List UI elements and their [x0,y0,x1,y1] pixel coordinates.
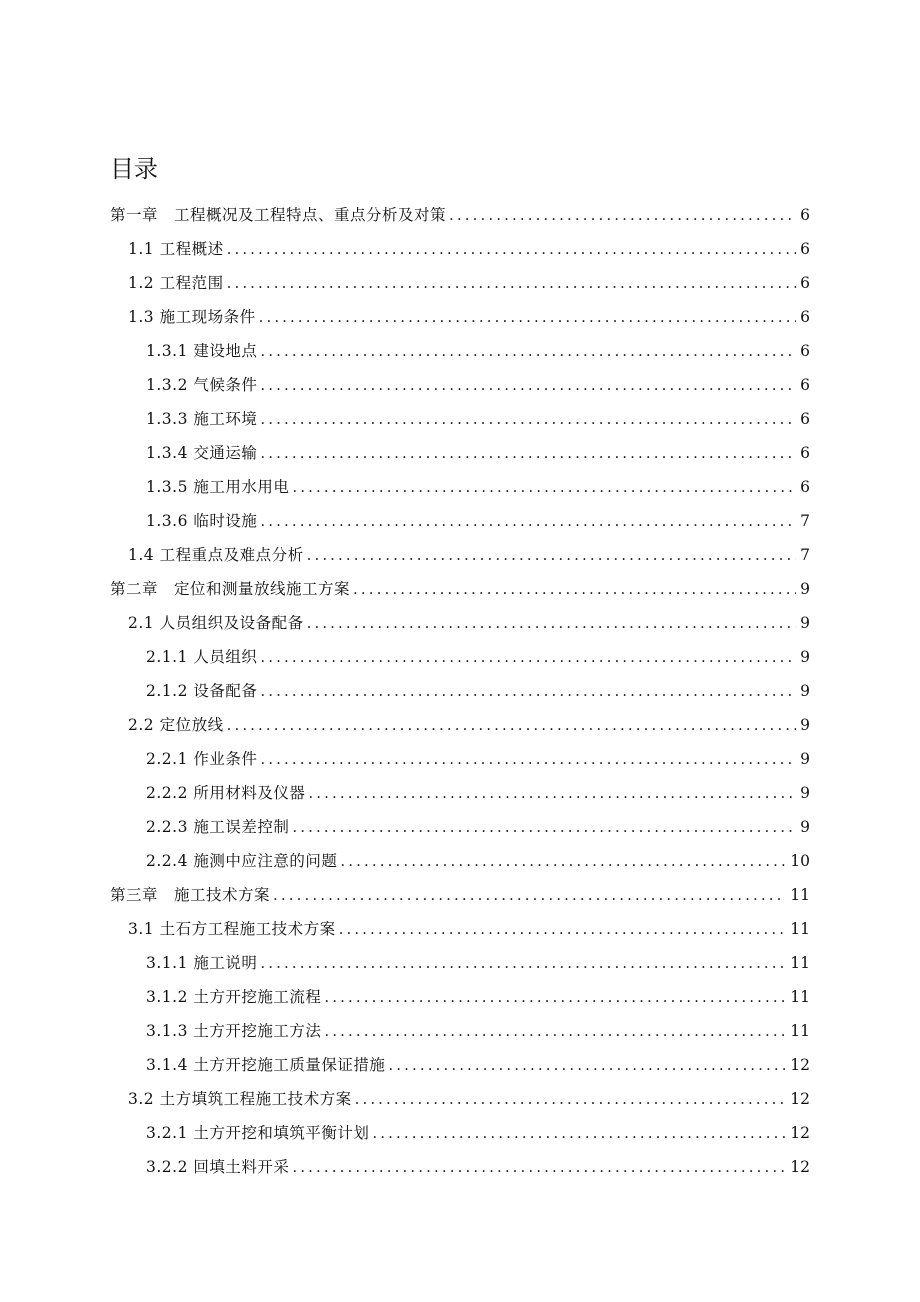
toc-entry-page-number: 6 [800,308,810,326]
toc-entry-page-number: 7 [800,546,810,564]
toc-dot-leader [260,742,796,776]
toc-entry[interactable] [128,912,810,946]
toc-entry-label: 3.1 土石方工程施工技术方案 [128,920,336,938]
toc-entry[interactable] [146,776,810,810]
toc-entry-page-number: 6 [800,342,810,360]
toc-entry-label: 1.3.6 临时设施 [146,512,258,530]
toc-entry[interactable] [146,334,810,368]
toc-entry-label: 2.1.1 人员组织 [146,648,258,666]
toc-entry[interactable] [110,572,810,606]
toc-dot-leader [324,980,786,1014]
toc-entry[interactable] [128,606,810,640]
toc-entry-page-number: 7 [800,512,810,530]
toc-dot-leader [292,810,796,844]
toc-entry-label: 3.1.2 土方开挖施工流程 [146,988,322,1006]
toc-entry-label: 2.1 人员组织及设备配备 [128,614,304,632]
toc-entry-page-number: 9 [800,682,810,700]
toc-entry-label: 3.1.3 土方开挖施工方法 [146,1022,322,1040]
toc-entry[interactable] [128,232,810,266]
toc-entry-label: 1.3.5 施工用水用电 [146,478,290,496]
toc-dot-leader [307,538,796,572]
toc-entry[interactable] [128,300,810,334]
toc-entry-page-number: 11 [790,988,810,1006]
toc-entry-label: 3.2.2 回填土料开采 [146,1158,290,1176]
toc-entry[interactable] [146,470,810,504]
toc-dot-leader [260,402,796,436]
toc-entry[interactable] [146,946,810,980]
toc-entry[interactable] [128,1082,810,1116]
toc-dot-leader [307,606,796,640]
toc-entry-label: 1.3.4 交通运输 [146,444,258,462]
toc-entry[interactable] [146,1048,810,1082]
toc-entry[interactable] [146,742,810,776]
toc-dot-leader [324,1014,786,1048]
toc-dot-leader [292,1150,786,1184]
toc-entry[interactable] [146,1150,810,1184]
toc-dot-leader [227,232,796,266]
toc-dot-leader [260,504,796,538]
toc-dot-leader [260,674,796,708]
toc-entry-label: 1.3 施工现场条件 [128,308,256,326]
toc-entry-label: 1.3.3 施工环境 [146,410,258,428]
toc-entry-page-number: 9 [800,580,810,598]
toc-dot-leader [260,334,796,368]
toc-entry[interactable] [146,980,810,1014]
toc-dot-leader [339,912,787,946]
toc-entry-page-number: 6 [800,274,810,292]
toc-entry-page-number: 10 [790,852,810,870]
toc-entry[interactable] [146,1014,810,1048]
toc-entry-label: 第二章 定位和测量放线施工方案 [110,580,351,598]
toc-dot-leader [260,946,786,980]
toc-entry[interactable] [128,708,810,742]
toc-dot-leader [388,1048,786,1082]
toc-entry-label: 2.2.3 施工误差控制 [146,818,290,836]
toc-dot-leader [260,368,796,402]
toc-entry-page-number: 12 [790,1158,810,1176]
toc-entry-label: 2.2.4 施测中应注意的问题 [146,852,338,870]
toc-dot-leader [260,640,796,674]
toc-entry-label: 1.3.1 建设地点 [146,342,258,360]
toc-entry-page-number: 9 [800,784,810,802]
toc-entry-label: 2.2.1 作业条件 [146,750,258,768]
toc-title: 目录 [110,155,158,183]
toc-entry-label: 3.1.4 土方开挖施工质量保证措施 [146,1056,386,1074]
toc-dot-leader [308,776,796,810]
toc-dot-leader [353,572,796,606]
toc-dot-leader [227,708,796,742]
toc-entry-page-number: 6 [800,206,810,224]
toc-entry-page-number: 6 [800,478,810,496]
toc-entry[interactable] [146,368,810,402]
toc-entry-page-number: 12 [790,1056,810,1074]
toc-entry[interactable] [146,504,810,538]
toc-entry-page-number: 9 [800,648,810,666]
toc-entry-page-number: 11 [790,954,810,972]
toc-entry[interactable] [146,844,810,878]
toc-entry-label: 2.2 定位放线 [128,716,224,734]
toc-entry-page-number: 9 [800,818,810,836]
toc-entry-page-number: 9 [800,750,810,768]
toc-entry-label: 第三章 施工技术方案 [110,886,271,904]
toc-entry[interactable] [146,674,810,708]
toc-entry-label: 2.2.2 所用材料及仪器 [146,784,306,802]
toc-entry-page-number: 9 [800,716,810,734]
toc-entry[interactable] [128,266,810,300]
toc-entry-page-number: 9 [800,614,810,632]
toc-entry-page-number: 6 [800,376,810,394]
toc-dot-leader [260,436,796,470]
toc-entry[interactable] [146,402,810,436]
toc-entry[interactable] [146,436,810,470]
toc-entry[interactable] [146,810,810,844]
toc-entry-label: 第一章 工程概况及工程特点、重点分析及对策 [110,206,447,224]
toc-entry-label: 3.1.1 施工说明 [146,954,258,972]
toc-entry-page-number: 11 [790,886,810,904]
toc-entry-label: 1.1 工程概述 [128,240,224,258]
toc-entry-page-number: 6 [800,240,810,258]
toc-entry[interactable] [110,198,810,232]
toc-dot-leader [273,878,786,912]
toc-entry-page-number: 6 [800,410,810,428]
toc-entry-page-number: 6 [800,444,810,462]
toc-dot-leader [449,198,796,232]
toc-entry[interactable] [110,878,810,912]
toc-entry-page-number: 11 [790,1022,810,1040]
toc-dot-leader [372,1116,786,1150]
toc-dot-leader [340,844,786,878]
toc-entry[interactable] [146,640,810,674]
toc-dot-leader [227,266,796,300]
toc-entry-label: 1.4 工程重点及难点分析 [128,546,304,564]
toc-entry-label: 1.2 工程范围 [128,274,224,292]
toc-entry-page-number: 12 [790,1090,810,1108]
toc-entry-label: 1.3.2 气候条件 [146,376,258,394]
toc-entry-page-number: 12 [790,1124,810,1142]
toc-dot-leader [355,1082,787,1116]
toc-entry[interactable] [146,1116,810,1150]
toc-entry-label: 3.2 土方填筑工程施工技术方案 [128,1090,352,1108]
toc-dot-leader [292,470,796,504]
toc-entry-label: 2.1.2 设备配备 [146,682,258,700]
toc-dot-leader [259,300,796,334]
toc-entry-label: 3.2.1 土方开挖和填筑平衡计划 [146,1124,370,1142]
toc-entry[interactable] [128,538,810,572]
toc-entry-page-number: 11 [790,920,810,938]
